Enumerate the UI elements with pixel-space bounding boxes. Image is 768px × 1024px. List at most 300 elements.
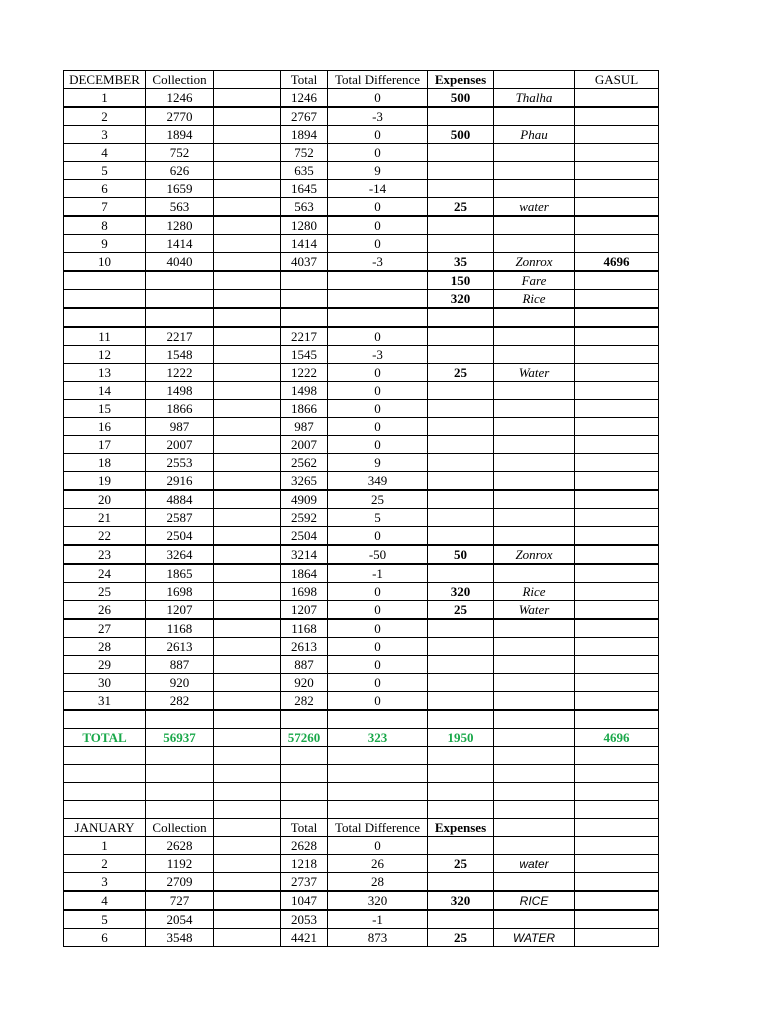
cell-collection[interactable]: 3548 xyxy=(146,929,214,947)
cell-total[interactable]: 2053 xyxy=(281,910,328,929)
cell-day[interactable]: 9 xyxy=(64,235,146,253)
cell-empty[interactable] xyxy=(328,801,428,819)
cell-difference[interactable]: Total Difference xyxy=(328,71,428,89)
cell-note[interactable] xyxy=(494,509,575,527)
cell-empty[interactable] xyxy=(494,765,575,783)
cell-difference[interactable]: 0 xyxy=(328,364,428,382)
cell-collection[interactable] xyxy=(146,710,214,729)
cell-gasul[interactable] xyxy=(575,198,659,217)
cell-gasul[interactable] xyxy=(575,162,659,180)
cell-gasul[interactable] xyxy=(575,327,659,346)
cell-note[interactable] xyxy=(494,162,575,180)
cell-expenses[interactable] xyxy=(428,107,494,126)
cell-difference[interactable]: 0 xyxy=(328,327,428,346)
cell-total[interactable]: 1047 xyxy=(281,891,328,910)
cell-day[interactable] xyxy=(64,271,146,290)
cell-gasul[interactable] xyxy=(575,107,659,126)
cell-expenses[interactable] xyxy=(428,619,494,638)
cell-day[interactable] xyxy=(64,710,146,729)
cell-gasul[interactable] xyxy=(575,235,659,253)
cell-gasul[interactable] xyxy=(575,527,659,546)
cell-day[interactable] xyxy=(64,308,146,327)
cell-day[interactable]: 7 xyxy=(64,198,146,217)
cell-total[interactable]: Total xyxy=(281,71,328,89)
cell-note[interactable] xyxy=(494,308,575,327)
cell-expenses[interactable]: 500 xyxy=(428,89,494,108)
cell-total[interactable] xyxy=(281,710,328,729)
cell-gasul[interactable] xyxy=(575,619,659,638)
cell-expenses[interactable] xyxy=(428,472,494,491)
cell-note[interactable] xyxy=(494,490,575,509)
cell-expenses[interactable] xyxy=(428,327,494,346)
cell-blank[interactable] xyxy=(214,436,281,454)
cell-total[interactable]: 635 xyxy=(281,162,328,180)
cell-blank[interactable] xyxy=(214,107,281,126)
cell-collection[interactable]: 2613 xyxy=(146,638,214,656)
cell-total[interactable]: 1498 xyxy=(281,382,328,400)
cell-gasul[interactable] xyxy=(575,692,659,711)
cell-note[interactable] xyxy=(494,216,575,235)
cell-blank[interactable] xyxy=(214,490,281,509)
cell-difference[interactable]: 0 xyxy=(328,692,428,711)
cell-empty[interactable] xyxy=(64,783,146,801)
cell-collection[interactable]: 2587 xyxy=(146,509,214,527)
cell-gasul[interactable] xyxy=(575,364,659,382)
cell-note[interactable] xyxy=(494,346,575,364)
cell-empty[interactable] xyxy=(146,801,214,819)
cell-blank[interactable] xyxy=(214,710,281,729)
cell-note[interactable]: Rice xyxy=(494,583,575,601)
cell-blank[interactable] xyxy=(214,71,281,89)
cell-empty[interactable] xyxy=(281,765,328,783)
cell-gasul[interactable] xyxy=(575,564,659,583)
cell-total[interactable]: 1207 xyxy=(281,601,328,620)
cell-difference[interactable]: 0 xyxy=(328,436,428,454)
cell-total[interactable]: 1414 xyxy=(281,235,328,253)
cell-collection[interactable]: 1865 xyxy=(146,564,214,583)
cell-blank[interactable] xyxy=(214,454,281,472)
cell-empty[interactable] xyxy=(428,801,494,819)
cell-blank[interactable] xyxy=(214,601,281,620)
cell-empty[interactable] xyxy=(146,747,214,765)
cell-total[interactable]: 920 xyxy=(281,674,328,692)
cell-blank[interactable] xyxy=(214,619,281,638)
cell-expenses[interactable] xyxy=(428,235,494,253)
cell-gasul[interactable] xyxy=(575,509,659,527)
cell-note[interactable] xyxy=(494,472,575,491)
cell-difference[interactable]: 0 xyxy=(328,619,428,638)
cell-day[interactable]: 10 xyxy=(64,253,146,272)
cell-difference[interactable]: -1 xyxy=(328,910,428,929)
cell-gasul[interactable] xyxy=(575,382,659,400)
cell-collection[interactable]: 2553 xyxy=(146,454,214,472)
cell-collection[interactable]: 752 xyxy=(146,144,214,162)
cell-expenses[interactable] xyxy=(428,162,494,180)
cell-expenses[interactable]: 25 xyxy=(428,364,494,382)
cell-collection[interactable]: 1498 xyxy=(146,382,214,400)
cell-collection[interactable]: 1192 xyxy=(146,855,214,873)
cell-expenses[interactable] xyxy=(428,674,494,692)
cell-empty[interactable] xyxy=(214,783,281,801)
cell-total[interactable]: 57260 xyxy=(281,729,328,747)
cell-note[interactable] xyxy=(494,454,575,472)
cell-blank[interactable] xyxy=(214,656,281,674)
cell-difference[interactable]: 0 xyxy=(328,638,428,656)
cell-gasul[interactable] xyxy=(575,400,659,418)
cell-collection[interactable]: 920 xyxy=(146,674,214,692)
cell-difference[interactable]: Total Difference xyxy=(328,819,428,837)
cell-empty[interactable] xyxy=(328,783,428,801)
cell-difference[interactable]: 0 xyxy=(328,198,428,217)
cell-day[interactable]: DECEMBER xyxy=(64,71,146,89)
cell-blank[interactable] xyxy=(214,873,281,892)
cell-note[interactable] xyxy=(494,564,575,583)
cell-expenses[interactable] xyxy=(428,837,494,855)
cell-empty[interactable] xyxy=(146,783,214,801)
cell-collection[interactable]: 1894 xyxy=(146,126,214,144)
cell-note[interactable] xyxy=(494,692,575,711)
cell-collection[interactable]: 3264 xyxy=(146,545,214,564)
cell-expenses[interactable] xyxy=(428,710,494,729)
cell-day[interactable]: 26 xyxy=(64,601,146,620)
cell-difference[interactable]: 0 xyxy=(328,674,428,692)
cell-difference[interactable]: -14 xyxy=(328,180,428,198)
cell-total[interactable] xyxy=(281,308,328,327)
cell-blank[interactable] xyxy=(214,216,281,235)
cell-day[interactable]: JANUARY xyxy=(64,819,146,837)
cell-blank[interactable] xyxy=(214,929,281,947)
cell-gasul[interactable] xyxy=(575,436,659,454)
cell-total[interactable]: 2628 xyxy=(281,837,328,855)
cell-day[interactable]: 14 xyxy=(64,382,146,400)
cell-expenses[interactable]: 25 xyxy=(428,929,494,947)
cell-total[interactable]: 3265 xyxy=(281,472,328,491)
cell-expenses[interactable]: 50 xyxy=(428,545,494,564)
cell-empty[interactable] xyxy=(494,747,575,765)
cell-gasul[interactable] xyxy=(575,638,659,656)
cell-total[interactable]: 2613 xyxy=(281,638,328,656)
cell-day[interactable]: 30 xyxy=(64,674,146,692)
cell-day[interactable]: 21 xyxy=(64,509,146,527)
cell-expenses[interactable] xyxy=(428,656,494,674)
cell-note[interactable] xyxy=(494,710,575,729)
cell-day[interactable]: 22 xyxy=(64,527,146,546)
cell-difference[interactable] xyxy=(328,271,428,290)
cell-gasul[interactable] xyxy=(575,126,659,144)
cell-total[interactable]: 4037 xyxy=(281,253,328,272)
cell-note[interactable]: WATER xyxy=(494,929,575,947)
cell-day[interactable]: 3 xyxy=(64,873,146,892)
cell-difference[interactable]: 26 xyxy=(328,855,428,873)
cell-collection[interactable]: 2770 xyxy=(146,107,214,126)
cell-empty[interactable] xyxy=(328,747,428,765)
cell-gasul[interactable] xyxy=(575,454,659,472)
cell-day[interactable]: 2 xyxy=(64,107,146,126)
cell-total[interactable]: 2592 xyxy=(281,509,328,527)
cell-blank[interactable] xyxy=(214,910,281,929)
cell-blank[interactable] xyxy=(214,837,281,855)
cell-empty[interactable] xyxy=(575,801,659,819)
cell-empty[interactable] xyxy=(575,783,659,801)
cell-expenses[interactable] xyxy=(428,490,494,509)
cell-empty[interactable] xyxy=(214,747,281,765)
cell-expenses[interactable] xyxy=(428,873,494,892)
cell-expenses[interactable]: Expenses xyxy=(428,819,494,837)
cell-gasul[interactable] xyxy=(575,929,659,947)
cell-expenses[interactable]: 1950 xyxy=(428,729,494,747)
cell-note[interactable] xyxy=(494,327,575,346)
cell-collection[interactable]: 4884 xyxy=(146,490,214,509)
cell-total[interactable]: 2217 xyxy=(281,327,328,346)
cell-expenses[interactable] xyxy=(428,692,494,711)
cell-blank[interactable] xyxy=(214,418,281,436)
cell-expenses[interactable] xyxy=(428,308,494,327)
cell-day[interactable]: 4 xyxy=(64,891,146,910)
cell-blank[interactable] xyxy=(214,729,281,747)
cell-expenses[interactable]: 25 xyxy=(428,601,494,620)
cell-gasul[interactable] xyxy=(575,583,659,601)
cell-blank[interactable] xyxy=(214,692,281,711)
cell-note[interactable] xyxy=(494,144,575,162)
cell-collection[interactable]: 987 xyxy=(146,418,214,436)
cell-gasul[interactable] xyxy=(575,144,659,162)
cell-blank[interactable] xyxy=(214,308,281,327)
cell-day[interactable]: 19 xyxy=(64,472,146,491)
cell-day[interactable]: 8 xyxy=(64,216,146,235)
cell-blank[interactable] xyxy=(214,583,281,601)
cell-note[interactable] xyxy=(494,382,575,400)
cell-empty[interactable] xyxy=(64,765,146,783)
cell-empty[interactable] xyxy=(428,765,494,783)
cell-collection[interactable]: 1698 xyxy=(146,583,214,601)
cell-note[interactable] xyxy=(494,619,575,638)
cell-expenses[interactable]: 320 xyxy=(428,891,494,910)
cell-expenses[interactable] xyxy=(428,910,494,929)
cell-gasul[interactable] xyxy=(575,855,659,873)
cell-blank[interactable] xyxy=(214,472,281,491)
cell-empty[interactable] xyxy=(428,783,494,801)
cell-day[interactable]: 18 xyxy=(64,454,146,472)
cell-collection[interactable]: Collection xyxy=(146,71,214,89)
cell-blank[interactable] xyxy=(214,364,281,382)
cell-gasul[interactable] xyxy=(575,891,659,910)
cell-total[interactable]: 1698 xyxy=(281,583,328,601)
cell-collection[interactable]: 1414 xyxy=(146,235,214,253)
cell-blank[interactable] xyxy=(214,638,281,656)
cell-expenses[interactable] xyxy=(428,180,494,198)
cell-note[interactable]: Water xyxy=(494,601,575,620)
cell-total[interactable]: 4909 xyxy=(281,490,328,509)
cell-blank[interactable] xyxy=(214,126,281,144)
cell-total[interactable]: 987 xyxy=(281,418,328,436)
cell-total[interactable]: 1280 xyxy=(281,216,328,235)
cell-day[interactable]: 2 xyxy=(64,855,146,873)
cell-blank[interactable] xyxy=(214,674,281,692)
cell-day[interactable]: 15 xyxy=(64,400,146,418)
cell-note[interactable] xyxy=(494,819,575,837)
cell-expenses[interactable]: 500 xyxy=(428,126,494,144)
cell-gasul[interactable] xyxy=(575,290,659,309)
cell-difference[interactable]: -3 xyxy=(328,346,428,364)
cell-collection[interactable]: 2504 xyxy=(146,527,214,546)
cell-difference[interactable]: 0 xyxy=(328,382,428,400)
cell-total[interactable]: 2737 xyxy=(281,873,328,892)
cell-total[interactable]: 1894 xyxy=(281,126,328,144)
cell-day[interactable]: 1 xyxy=(64,89,146,108)
cell-expenses[interactable]: 25 xyxy=(428,198,494,217)
cell-note[interactable]: Phau xyxy=(494,126,575,144)
cell-expenses[interactable] xyxy=(428,436,494,454)
cell-note[interactable] xyxy=(494,107,575,126)
cell-blank[interactable] xyxy=(214,144,281,162)
cell-note[interactable] xyxy=(494,527,575,546)
cell-gasul[interactable] xyxy=(575,308,659,327)
cell-total[interactable]: 4421 xyxy=(281,929,328,947)
cell-collection[interactable]: Collection xyxy=(146,819,214,837)
cell-difference[interactable]: 28 xyxy=(328,873,428,892)
cell-collection[interactable] xyxy=(146,271,214,290)
cell-total[interactable]: 282 xyxy=(281,692,328,711)
cell-difference[interactable]: 0 xyxy=(328,418,428,436)
cell-total[interactable]: 1866 xyxy=(281,400,328,418)
cell-gasul[interactable] xyxy=(575,601,659,620)
cell-note[interactable] xyxy=(494,729,575,747)
cell-difference[interactable]: 323 xyxy=(328,729,428,747)
cell-note[interactable] xyxy=(494,656,575,674)
cell-blank[interactable] xyxy=(214,271,281,290)
cell-gasul[interactable]: GASUL xyxy=(575,71,659,89)
cell-collection[interactable]: 2054 xyxy=(146,910,214,929)
cell-total[interactable]: 2504 xyxy=(281,527,328,546)
cell-blank[interactable] xyxy=(214,327,281,346)
cell-collection[interactable]: 2007 xyxy=(146,436,214,454)
cell-note[interactable]: Water xyxy=(494,364,575,382)
cell-day[interactable] xyxy=(64,290,146,309)
cell-total[interactable]: 1246 xyxy=(281,89,328,108)
cell-collection[interactable]: 2709 xyxy=(146,873,214,892)
cell-expenses[interactable] xyxy=(428,216,494,235)
cell-gasul[interactable] xyxy=(575,89,659,108)
cell-total[interactable]: 2007 xyxy=(281,436,328,454)
cell-day[interactable]: 27 xyxy=(64,619,146,638)
cell-collection[interactable]: 1280 xyxy=(146,216,214,235)
cell-day[interactable]: 3 xyxy=(64,126,146,144)
cell-difference[interactable] xyxy=(328,710,428,729)
cell-expenses[interactable]: 25 xyxy=(428,855,494,873)
cell-difference[interactable] xyxy=(328,308,428,327)
cell-day[interactable]: 20 xyxy=(64,490,146,509)
cell-total[interactable]: 2767 xyxy=(281,107,328,126)
cell-total[interactable]: 1545 xyxy=(281,346,328,364)
cell-difference[interactable]: 9 xyxy=(328,162,428,180)
cell-note[interactable]: Rice xyxy=(494,290,575,309)
cell-empty[interactable] xyxy=(214,801,281,819)
cell-note[interactable] xyxy=(494,910,575,929)
cell-collection[interactable]: 56937 xyxy=(146,729,214,747)
cell-expenses[interactable]: Expenses xyxy=(428,71,494,89)
cell-empty[interactable] xyxy=(281,801,328,819)
cell-blank[interactable] xyxy=(214,235,281,253)
cell-gasul[interactable] xyxy=(575,271,659,290)
cell-day[interactable]: 24 xyxy=(64,564,146,583)
cell-empty[interactable] xyxy=(146,765,214,783)
cell-difference[interactable]: 0 xyxy=(328,235,428,253)
cell-total[interactable]: 1168 xyxy=(281,619,328,638)
cell-note[interactable] xyxy=(494,436,575,454)
cell-day[interactable]: 16 xyxy=(64,418,146,436)
cell-gasul[interactable] xyxy=(575,819,659,837)
cell-day[interactable]: 11 xyxy=(64,327,146,346)
cell-empty[interactable] xyxy=(64,801,146,819)
cell-expenses[interactable]: 35 xyxy=(428,253,494,272)
cell-empty[interactable] xyxy=(214,765,281,783)
cell-difference[interactable]: 349 xyxy=(328,472,428,491)
cell-blank[interactable] xyxy=(214,180,281,198)
cell-empty[interactable] xyxy=(494,801,575,819)
cell-day[interactable]: 12 xyxy=(64,346,146,364)
cell-day[interactable]: 5 xyxy=(64,162,146,180)
cell-note[interactable] xyxy=(494,638,575,656)
cell-blank[interactable] xyxy=(214,162,281,180)
cell-difference[interactable] xyxy=(328,290,428,309)
cell-day[interactable]: TOTAL xyxy=(64,729,146,747)
cell-note[interactable]: Thalha xyxy=(494,89,575,108)
cell-collection[interactable]: 2916 xyxy=(146,472,214,491)
cell-day[interactable]: 4 xyxy=(64,144,146,162)
cell-blank[interactable] xyxy=(214,382,281,400)
cell-day[interactable]: 6 xyxy=(64,929,146,947)
cell-gasul[interactable] xyxy=(575,656,659,674)
cell-expenses[interactable] xyxy=(428,382,494,400)
cell-empty[interactable] xyxy=(64,747,146,765)
cell-collection[interactable]: 1866 xyxy=(146,400,214,418)
cell-difference[interactable]: 9 xyxy=(328,454,428,472)
cell-note[interactable] xyxy=(494,418,575,436)
cell-day[interactable]: 31 xyxy=(64,692,146,711)
cell-gasul[interactable] xyxy=(575,418,659,436)
cell-blank[interactable] xyxy=(214,290,281,309)
cell-gasul[interactable] xyxy=(575,674,659,692)
cell-day[interactable]: 28 xyxy=(64,638,146,656)
cell-collection[interactable]: 1548 xyxy=(146,346,214,364)
cell-note[interactable]: RICE xyxy=(494,891,575,910)
cell-gasul[interactable] xyxy=(575,710,659,729)
cell-gasul[interactable]: 4696 xyxy=(575,253,659,272)
cell-note[interactable] xyxy=(494,873,575,892)
cell-collection[interactable]: 2628 xyxy=(146,837,214,855)
cell-note[interactable] xyxy=(494,235,575,253)
cell-difference[interactable]: 0 xyxy=(328,656,428,674)
cell-difference[interactable]: -50 xyxy=(328,545,428,564)
cell-expenses[interactable] xyxy=(428,346,494,364)
cell-collection[interactable]: 1168 xyxy=(146,619,214,638)
cell-note[interactable]: Fare xyxy=(494,271,575,290)
cell-day[interactable]: 1 xyxy=(64,837,146,855)
cell-total[interactable]: 887 xyxy=(281,656,328,674)
cell-difference[interactable]: 0 xyxy=(328,601,428,620)
cell-blank[interactable] xyxy=(214,253,281,272)
cell-gasul[interactable] xyxy=(575,216,659,235)
cell-collection[interactable]: 887 xyxy=(146,656,214,674)
cell-difference[interactable]: 320 xyxy=(328,891,428,910)
cell-day[interactable]: 6 xyxy=(64,180,146,198)
cell-collection[interactable]: 1659 xyxy=(146,180,214,198)
cell-total[interactable]: Total xyxy=(281,819,328,837)
cell-collection[interactable]: 4040 xyxy=(146,253,214,272)
cell-note[interactable] xyxy=(494,837,575,855)
cell-gasul[interactable] xyxy=(575,837,659,855)
cell-note[interactable] xyxy=(494,71,575,89)
